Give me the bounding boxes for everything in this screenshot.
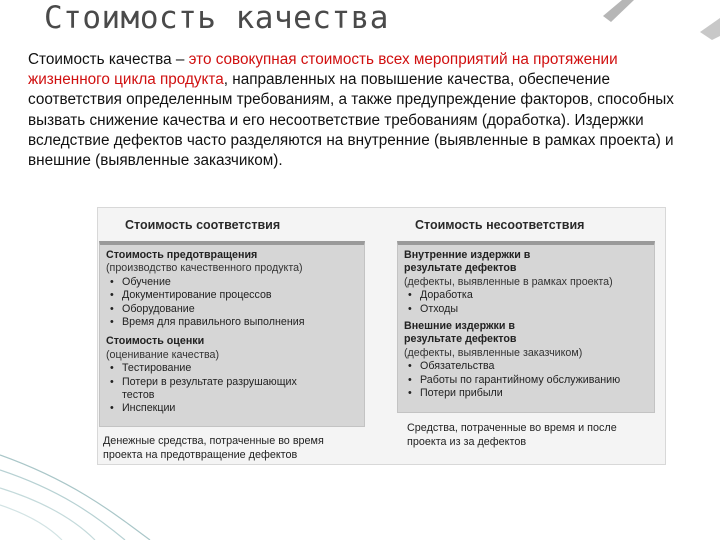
slide-title: Стоимость качества <box>44 0 389 36</box>
conformance-box <box>99 241 365 427</box>
internal-list <box>404 289 648 316</box>
appraisal-list <box>106 362 358 416</box>
list-item: • Доработка <box>404 289 648 302</box>
list-item: • Тестирование <box>106 362 358 375</box>
prevention-list <box>106 276 358 330</box>
list-item: • Инспекции <box>106 402 358 415</box>
external-title-1: Внешние издержки в <box>404 320 515 333</box>
external-subtitle: (дефекты, выявленные заказчиком) <box>404 346 583 359</box>
list-item: тестов <box>122 389 155 402</box>
intro-highlight: это совокупная стоимость всех мероприятий на протяжении жизненного цикла продукта <box>28 51 618 89</box>
list-item: • Потери в результате разрушающих <box>106 376 358 389</box>
nonconformance-footer: Средства, потраченные во время и после проекта из за дефектов <box>407 422 617 448</box>
list-item: • Оборудование <box>106 303 358 316</box>
prevention-subtitle: (производство качественного продукта) <box>106 262 303 275</box>
list-item: • Документирование процессов <box>106 289 358 302</box>
appraisal-title: Стоимость оценки <box>106 335 205 348</box>
internal-subtitle: (дефекты, выявленные в рамках проекта) <box>404 275 613 288</box>
external-title-2: результате дефектов <box>404 333 517 346</box>
conformance-heading: Стоимость соответствия <box>125 218 281 232</box>
internal-title-2: результате дефектов <box>404 262 517 275</box>
prevention-title: Стоимость предотвращения <box>106 249 258 261</box>
nonconformance-box <box>397 241 655 413</box>
intro-text-start: Стоимость качества – <box>28 51 189 68</box>
cost-of-quality-figure <box>97 207 666 465</box>
internal-title-1: Внутренние издержки в <box>404 249 531 261</box>
list-item: • Работы по гарантийному обслуживанию <box>404 374 648 387</box>
intro-paragraph <box>28 50 678 171</box>
conformance-footer: Денежные средства, потраченные во время проекта на предотвращение дефектов <box>103 435 324 461</box>
appraisal-subtitle: (оценивание качества) <box>106 348 220 361</box>
list-item: • Отходы <box>404 303 648 316</box>
list-item: • Обязательства <box>404 360 648 373</box>
intro-text-rest: , направленных на повышение качества, обеспечение соответствия определенным требованиям, а также предупреждение факторов, способных вызвать снижение качества и его несоответствие требованиям (доработка). Издержки вследствие дефектов часто разделяются на внутренние (выявленные в рамках проекта) и внешние (выявленные заказчиком). <box>28 71 674 170</box>
nonconformance-heading: Стоимость несоответствия <box>415 218 585 232</box>
list-item: • Потери прибыли <box>404 387 648 400</box>
list-item: • Время для правильного выполнения <box>106 316 358 329</box>
list-item: • Обучение <box>106 276 358 289</box>
external-list <box>404 360 648 400</box>
